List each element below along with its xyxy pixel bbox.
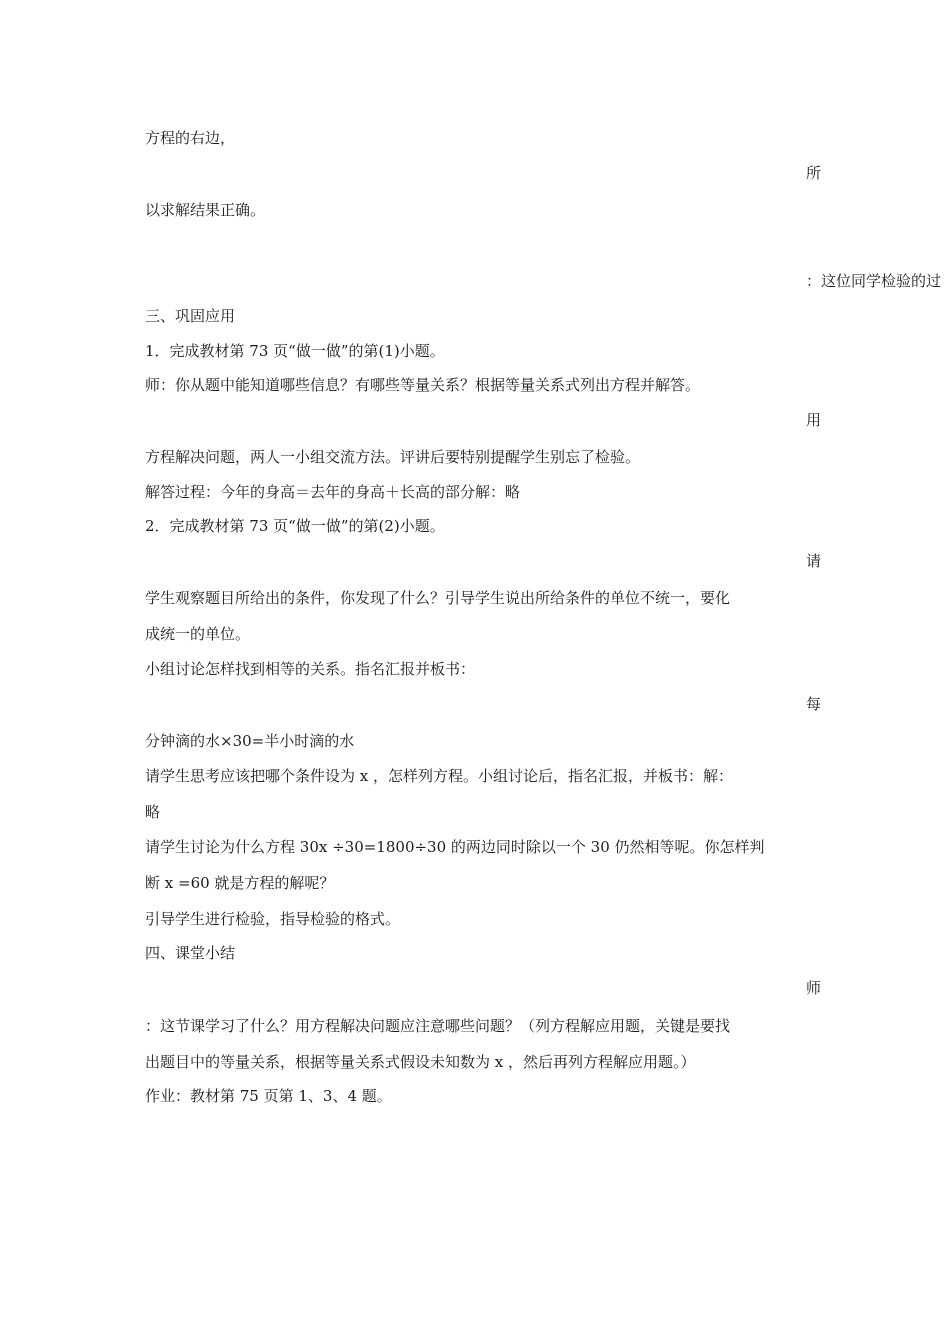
text-line: 请学生讨论为什么方程 30x ÷30=1800÷30 的两边同时除以一个 30 仍然相等呢。你怎样判 <box>145 838 765 856</box>
text-line: 引导学生进行检验，指导检验的格式。 <box>145 910 401 928</box>
text-line: 成统一的单位。 <box>145 625 251 643</box>
text-line: 方程解决问题，两人一小组交流方法。评讲后要特别提醒学生别忘了检验。 <box>145 448 641 466</box>
text-line: 作业：教材第 75 页第 1、3、4 题。 <box>145 1087 392 1105</box>
text-line: 师：你从题中能知道哪些信息？有哪些等量关系？根据等量关系式列出方程并解答。 <box>145 376 701 394</box>
section-heading: 四、课堂小结 <box>145 944 236 962</box>
text-line: 2．完成教材第 73 页“做一做”的第(2)小题。 <box>145 517 445 535</box>
text-line: 请学生思考应该把哪个条件设为 x ，怎样列方程。小组讨论后，指名汇报，并板书：解： <box>145 767 733 785</box>
text-line: 方程的右边， <box>145 129 236 147</box>
text-line-right: 用 <box>806 411 822 429</box>
text-line: 小组讨论怎样找到相等的关系。指名汇报并板书： <box>145 660 476 678</box>
section-heading: 三、巩固应用 <box>145 307 236 325</box>
text-line: 略 <box>145 803 161 821</box>
text-line: 以求解结果正确。 <box>145 201 266 219</box>
text-line-right: 师 <box>806 979 822 997</box>
text-line-right: 所 <box>806 164 822 182</box>
text-line: 学生观察题目所给出的条件，你发现了什么？引导学生说出所给条件的单位不统一，要化 <box>145 589 731 607</box>
text-line: 出题目中的等量关系，根据等量关系式假设未知数为 x ，然后再列方程解应用题。） <box>145 1053 696 1071</box>
text-line: 1．完成教材第 73 页“做一做”的第(1)小题。 <box>145 342 445 360</box>
text-line: 分钟滴的水×30=半小时滴的水 <box>145 732 355 750</box>
text-line: 解答过程：今年的身高＝去年的身高＋长高的部分解：略 <box>145 483 521 501</box>
text-line-right: ：这位同学检验的过 <box>806 272 942 290</box>
text-line-right: 请 <box>806 552 822 570</box>
text-line: ：这节课学习了什么？用方程解决问题应注意哪些问题？（列方程解应用题，关键是要找 <box>145 1017 731 1035</box>
text-line: 断 x =60 就是方程的解呢？ <box>145 874 335 892</box>
text-line-right: 每 <box>806 695 822 713</box>
